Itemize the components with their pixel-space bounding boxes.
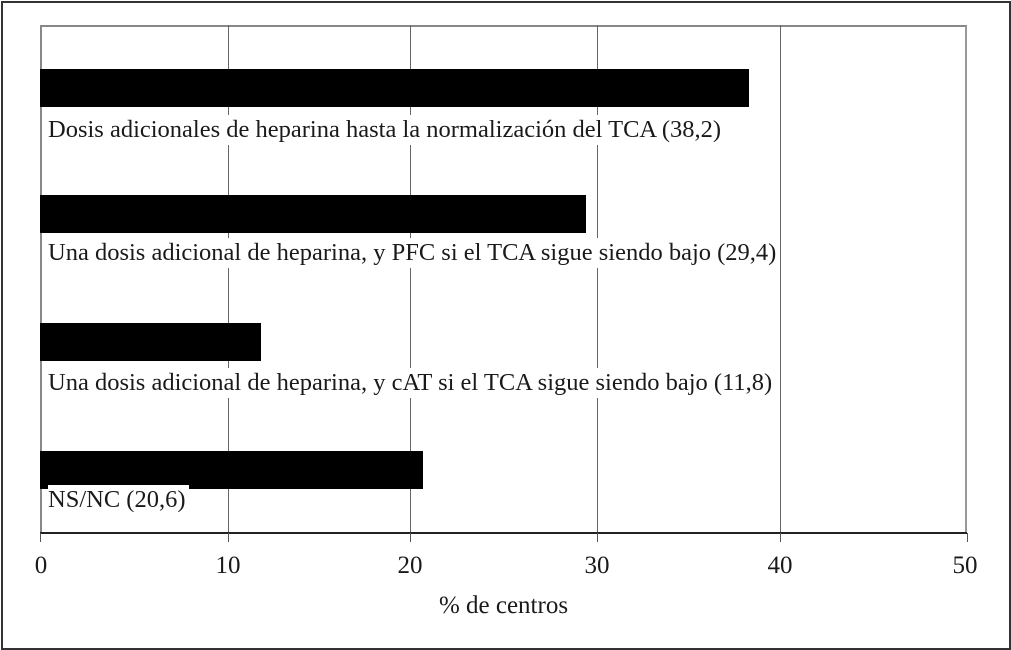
bar-1 <box>40 69 749 107</box>
bar-4 <box>40 451 423 489</box>
bar-label-2: Una dosis adicional de heparina, y PFC si el TCA sigue siendo bajo (29,4) <box>48 238 780 268</box>
x-tick-0 <box>40 533 41 542</box>
x-tick-50 <box>967 533 968 542</box>
x-tick-40 <box>780 533 781 542</box>
x-tick-10 <box>228 533 229 542</box>
x-tick-label-20: 20 <box>397 552 423 579</box>
bar-label-1: Dosis adicionales de heparina hasta la normalización del TCA (38,2) <box>48 115 725 145</box>
x-tick-label-50: 50 <box>952 552 978 579</box>
bar-label-4: NS/NC (20,6) <box>48 485 189 515</box>
x-tick-label-40: 40 <box>767 552 793 579</box>
x-tick-label-0: 0 <box>34 552 48 579</box>
x-axis-line <box>40 532 967 534</box>
x-tick-30 <box>597 533 598 542</box>
bar-2 <box>40 195 586 233</box>
gridline-40 <box>780 25 781 533</box>
x-axis-title: % de centros <box>438 592 569 619</box>
bar-3 <box>40 323 261 361</box>
x-tick-20 <box>410 533 411 542</box>
x-tick-label-30: 30 <box>584 552 610 579</box>
bar-label-3: Una dosis adicional de heparina, y cAT si el TCA sigue siendo bajo (11,8) <box>48 368 776 398</box>
x-tick-label-10: 10 <box>215 552 241 579</box>
